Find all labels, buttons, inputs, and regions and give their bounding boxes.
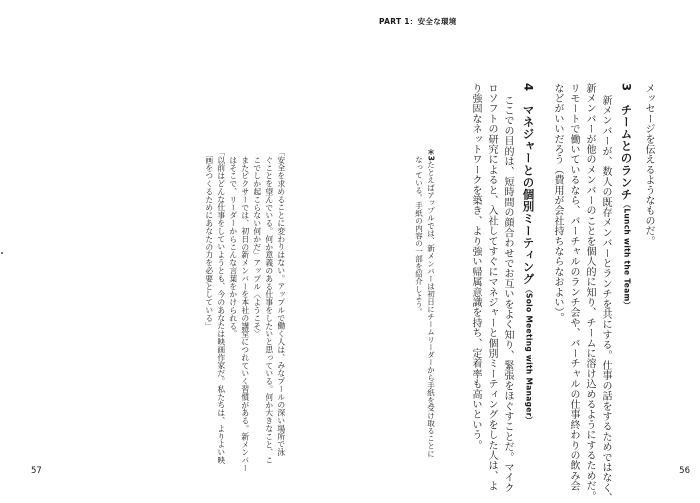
page-number-left: 57	[31, 466, 42, 476]
section-4-line: ここでの目的は、短時間の顔合わせでお互いをよく知り、緊張をほぐすことだ。マイク	[502, 95, 513, 493]
footnote-line: なっている。手紙の内容の一部を紹介しよう。	[414, 156, 424, 316]
body-line: メッセージを伝えるようなものだ。	[643, 83, 654, 247]
running-head: PART 1：安全な環境	[379, 17, 457, 26]
section-4-line: り強固なネットワークを築き、より強い帰属意識を持ち、定着率も高いという。	[470, 83, 481, 451]
quote-line: 「安全を求めることに変わりはない。アップルで働く人は、みなプールの深い場所で泳	[276, 148, 286, 457]
section-4-heading	[522, 83, 534, 424]
section-4-number: 4	[521, 83, 536, 92]
section-3-heading	[620, 83, 632, 309]
section-3-number: 3	[619, 83, 634, 92]
quote-line: 画をつくるためにあなたの力を必要としている」	[204, 156, 214, 330]
page-number-right: 56	[679, 466, 690, 476]
section-4-line: ロソフトの研究によると、入社してすぐにマネジャーと個別ミーティングをした人は、よ	[486, 83, 497, 491]
quote-line: 「以前はどんな仕事をしていようとも、今のあなたは映画作家だ。私たちは、よりよい映	[216, 148, 226, 464]
margin-mark	[1, 252, 3, 254]
quote-line: またピクサーでは、初日の新メンバーを本社の講堂につれていく習慣がある。新メンバー	[240, 156, 250, 472]
right-page	[350, 0, 700, 503]
section-4-title: マネジャーとの個別ミーティング	[521, 103, 536, 286]
section-3-title-en: （Lunch with the Team）	[622, 200, 632, 310]
section-3-line: などがいいだろう（費用が会社持ちならなおよい）。	[552, 83, 563, 323]
quote-line: こでしか起こらない何かだ」アップル〈ようこそ〉	[252, 156, 262, 338]
footnote-mark: ＊3	[426, 148, 436, 161]
section-3-line: 新メンバーが他のメンバーのことを個人的に知り、チームに溶け込めるようにするためだ。	[584, 83, 595, 502]
footnote-line	[427, 148, 435, 457]
section-3-title: チームとのランチ	[619, 103, 634, 201]
section-4-title-en: （Solo Meeting with Manager）	[524, 285, 534, 425]
section-3-line: リモートで働いているなら、バーチャルのランチ会や、バーチャルの仕事終わりの飲み会	[568, 83, 579, 491]
section-3-line: 新メンバーが、数人の既存メンバーとランチを共にする。仕事の話をするためではなく、	[600, 95, 611, 503]
left-page	[0, 0, 350, 493]
footnote-text: たとえばアップルでは、新メンバーは初日にチームリーダーから手紙を受け取ることに	[426, 160, 436, 458]
quote-line: はそこで、リーダーからこんな言葉をかけられる。	[228, 156, 238, 338]
quote-line: ぐことを望んでいる。何か意義のある仕事をしたいと思っている。何か大きなこと、こ	[264, 156, 274, 465]
